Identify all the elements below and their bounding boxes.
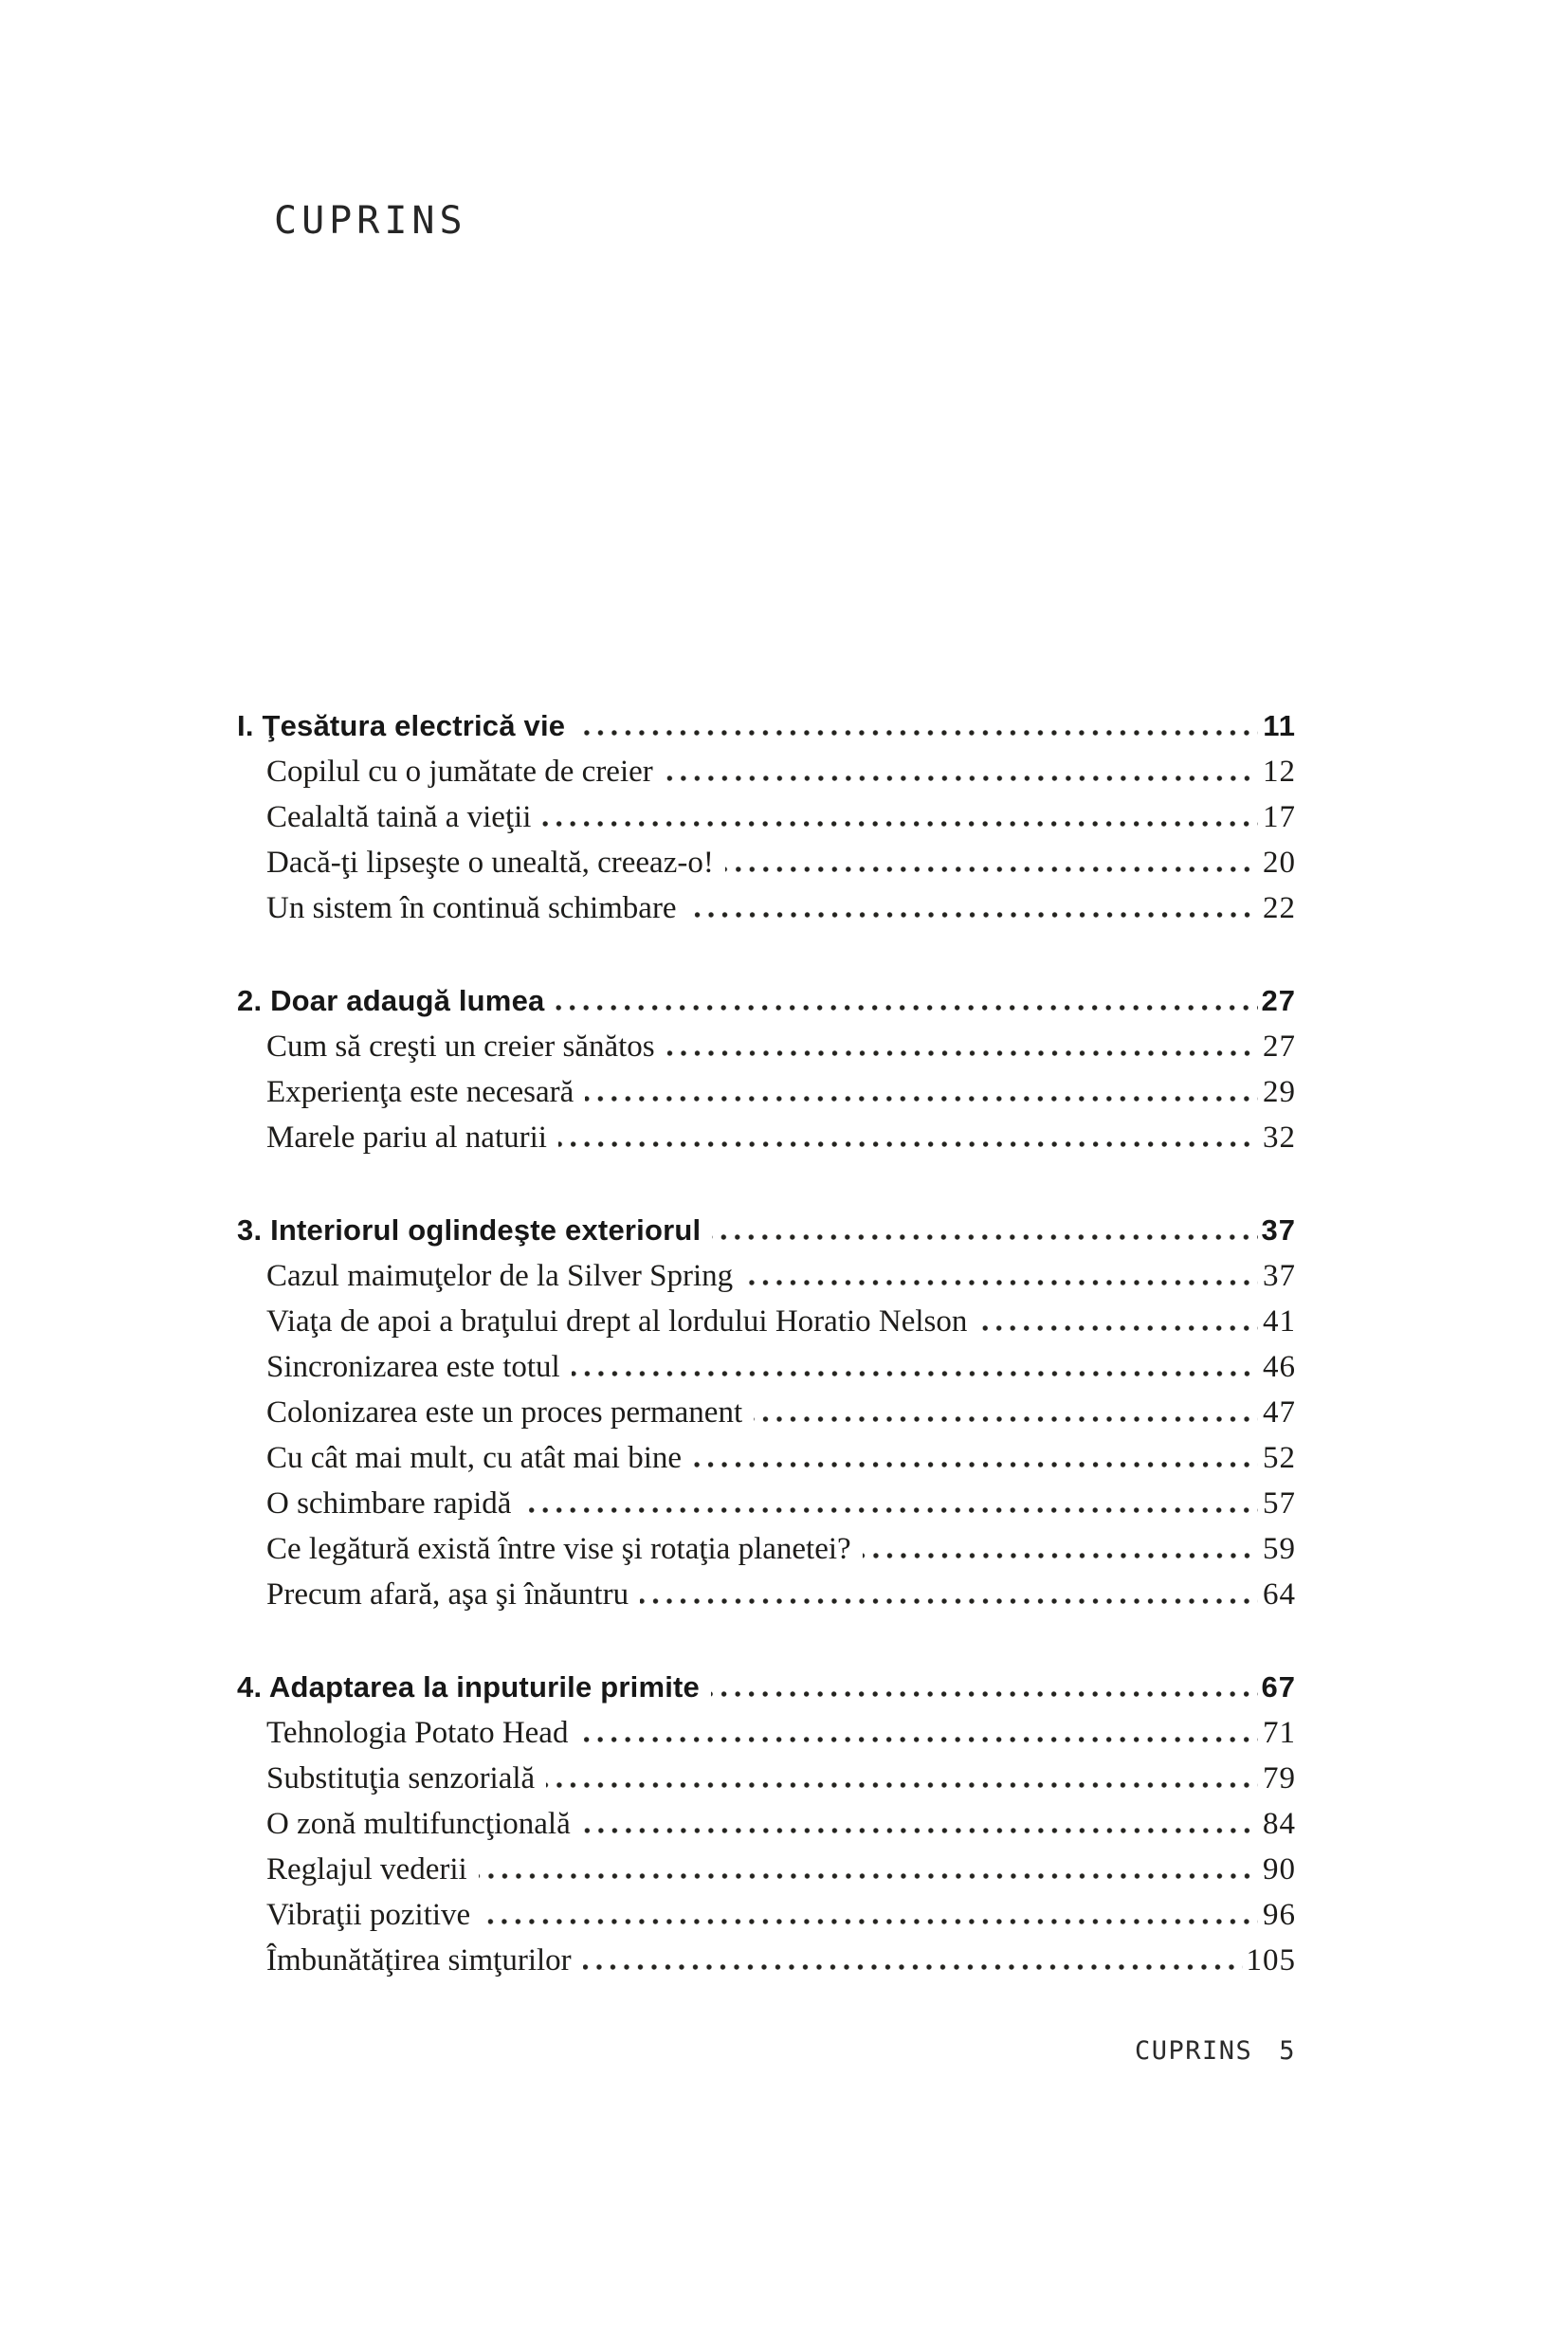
entry-label: I. Ţesătura electrică vie bbox=[237, 709, 566, 742]
toc-entry-row bbox=[237, 1938, 1296, 1983]
dot-leader bbox=[583, 1964, 1243, 1970]
page-number: 22 bbox=[1263, 891, 1296, 925]
page-number: 71 bbox=[1263, 1716, 1296, 1750]
page-number: 37 bbox=[1261, 1213, 1296, 1247]
dot-leader bbox=[479, 1873, 1258, 1879]
page-number: 67 bbox=[1261, 1670, 1296, 1704]
page-number: 84 bbox=[1263, 1807, 1296, 1841]
toc-chapter-row bbox=[237, 1665, 1296, 1710]
entry-label: Copilul cu o jumătate de creier bbox=[266, 755, 653, 789]
dot-leader bbox=[863, 1553, 1258, 1558]
page-title: CUPRINS bbox=[274, 199, 467, 243]
page-number: 32 bbox=[1263, 1121, 1296, 1155]
dot-leader bbox=[666, 1050, 1258, 1056]
toc-chapter-row bbox=[237, 978, 1296, 1024]
dot-leader bbox=[546, 1782, 1258, 1788]
page-number: 52 bbox=[1263, 1441, 1296, 1475]
page-footer bbox=[1135, 2036, 1296, 2066]
dot-leader bbox=[576, 730, 1258, 736]
toc-chapter-row bbox=[237, 1208, 1296, 1253]
entry-label: Substituţia senzorială bbox=[266, 1761, 536, 1795]
dot-leader bbox=[754, 1416, 1258, 1422]
toc-entry-row bbox=[237, 1390, 1296, 1435]
toc-entry-row bbox=[237, 1024, 1296, 1069]
page-number: 59 bbox=[1263, 1532, 1296, 1566]
entry-label: Precum afară, aşa şi înăuntru bbox=[266, 1577, 629, 1612]
toc-entry-row bbox=[237, 794, 1296, 840]
entry-label: Ce legătură există între vise şi rotaţia planetei? bbox=[266, 1532, 851, 1566]
toc-section bbox=[237, 1665, 1296, 1983]
toc-entry-row bbox=[237, 1572, 1296, 1617]
toc-entry-row bbox=[237, 1435, 1296, 1481]
dot-leader bbox=[556, 1005, 1257, 1011]
toc-entry-row bbox=[237, 1115, 1296, 1160]
dot-leader bbox=[711, 1691, 1258, 1697]
entry-label: 4. Adaptarea la inputurile primite bbox=[237, 1670, 700, 1704]
entry-label: Un sistem în continuă schimbare bbox=[266, 891, 677, 925]
toc-entry-row bbox=[237, 1526, 1296, 1572]
entry-label: Vibraţii pozitive bbox=[266, 1898, 471, 1932]
toc-chapter-row bbox=[237, 703, 1296, 749]
table-of-contents bbox=[237, 703, 1296, 1983]
page-number: 17 bbox=[1263, 800, 1296, 834]
page-number: 47 bbox=[1263, 1395, 1296, 1430]
page-number: 105 bbox=[1246, 1943, 1296, 1977]
entry-label: Colonizarea este un proces permanent bbox=[266, 1395, 743, 1430]
entry-label: Îmbunătăţirea simţurilor bbox=[266, 1943, 572, 1977]
entry-label: Experienţa este necesară bbox=[266, 1075, 574, 1109]
entry-label: O zonă multifuncţională bbox=[266, 1807, 571, 1841]
entry-label: Cu cât mai mult, cu atât mai bine bbox=[266, 1441, 683, 1475]
entry-label: Marele pariu al naturii bbox=[266, 1121, 547, 1155]
dot-leader bbox=[482, 1919, 1258, 1924]
dot-leader bbox=[665, 775, 1258, 781]
entry-label: Reglajul vederii bbox=[266, 1852, 467, 1886]
dot-leader bbox=[725, 866, 1258, 872]
dot-leader bbox=[744, 1280, 1258, 1285]
page-number: 11 bbox=[1263, 709, 1296, 742]
entry-label: Dacă-ţi lipseşte o unealtă, creeaz-o! bbox=[266, 846, 714, 880]
toc-entry-row bbox=[237, 1299, 1296, 1344]
page-number: 46 bbox=[1263, 1350, 1296, 1384]
page-number: 37 bbox=[1263, 1259, 1296, 1293]
dot-leader bbox=[572, 1371, 1258, 1376]
page-number: 96 bbox=[1263, 1898, 1296, 1932]
footer-running-title: CUPRINS bbox=[1134, 2036, 1253, 2066]
footer-page-number: 5 bbox=[1279, 2036, 1296, 2066]
entry-label: Cazul maimuţelor de la Silver Spring bbox=[266, 1259, 734, 1293]
page-number: 41 bbox=[1263, 1304, 1296, 1339]
page-number: 90 bbox=[1263, 1852, 1296, 1886]
page-number: 29 bbox=[1263, 1075, 1296, 1109]
toc-entry-row bbox=[237, 1481, 1296, 1526]
page-number: 64 bbox=[1263, 1577, 1296, 1612]
toc-entry-row bbox=[237, 1344, 1296, 1390]
page-number: 20 bbox=[1263, 846, 1296, 880]
entry-label: 3. Interiorul oglindeşte exteriorul bbox=[237, 1213, 702, 1247]
page-number: 79 bbox=[1263, 1761, 1296, 1795]
toc-entry-row bbox=[237, 840, 1296, 885]
toc-entry-row bbox=[237, 885, 1296, 931]
toc-entry-row bbox=[237, 749, 1296, 794]
toc-entry-row bbox=[237, 1069, 1296, 1115]
dot-leader bbox=[978, 1325, 1258, 1331]
dot-leader bbox=[688, 912, 1258, 918]
dot-leader bbox=[693, 1462, 1258, 1467]
toc-entry-row bbox=[237, 1847, 1296, 1892]
toc-entry-row bbox=[237, 1710, 1296, 1756]
dot-leader bbox=[522, 1507, 1258, 1513]
toc-section bbox=[237, 978, 1296, 1160]
dot-leader bbox=[712, 1234, 1257, 1240]
dot-leader bbox=[542, 821, 1258, 827]
toc-section bbox=[237, 703, 1296, 931]
toc-section bbox=[237, 1208, 1296, 1617]
toc-entry-row bbox=[237, 1801, 1296, 1847]
entry-label: 2. Doar adaugă lumea bbox=[237, 984, 545, 1017]
page-number: 12 bbox=[1263, 755, 1296, 789]
toc-entry-row bbox=[237, 1253, 1296, 1299]
dot-leader bbox=[558, 1141, 1258, 1147]
entry-label: Cum să creşti un creier sănătos bbox=[266, 1030, 655, 1064]
page-number: 57 bbox=[1263, 1486, 1296, 1521]
toc-entry-row bbox=[237, 1892, 1296, 1938]
entry-label: O schimbare rapidă bbox=[266, 1486, 512, 1521]
page-number: 27 bbox=[1261, 984, 1296, 1017]
dot-leader bbox=[640, 1598, 1258, 1604]
dot-leader bbox=[582, 1828, 1258, 1833]
toc-entry-row bbox=[237, 1756, 1296, 1801]
entry-label: Cealaltă taină a vieţii bbox=[266, 800, 532, 834]
page-number: 27 bbox=[1263, 1030, 1296, 1064]
entry-label: Sincronizarea este totul bbox=[266, 1350, 560, 1384]
entry-label: Tehnologia Potato Head bbox=[266, 1716, 569, 1750]
dot-leader bbox=[585, 1096, 1258, 1102]
dot-leader bbox=[579, 1737, 1258, 1742]
entry-label: Viaţa de apoi a braţului drept al lordului Horatio Nelson bbox=[266, 1304, 968, 1339]
